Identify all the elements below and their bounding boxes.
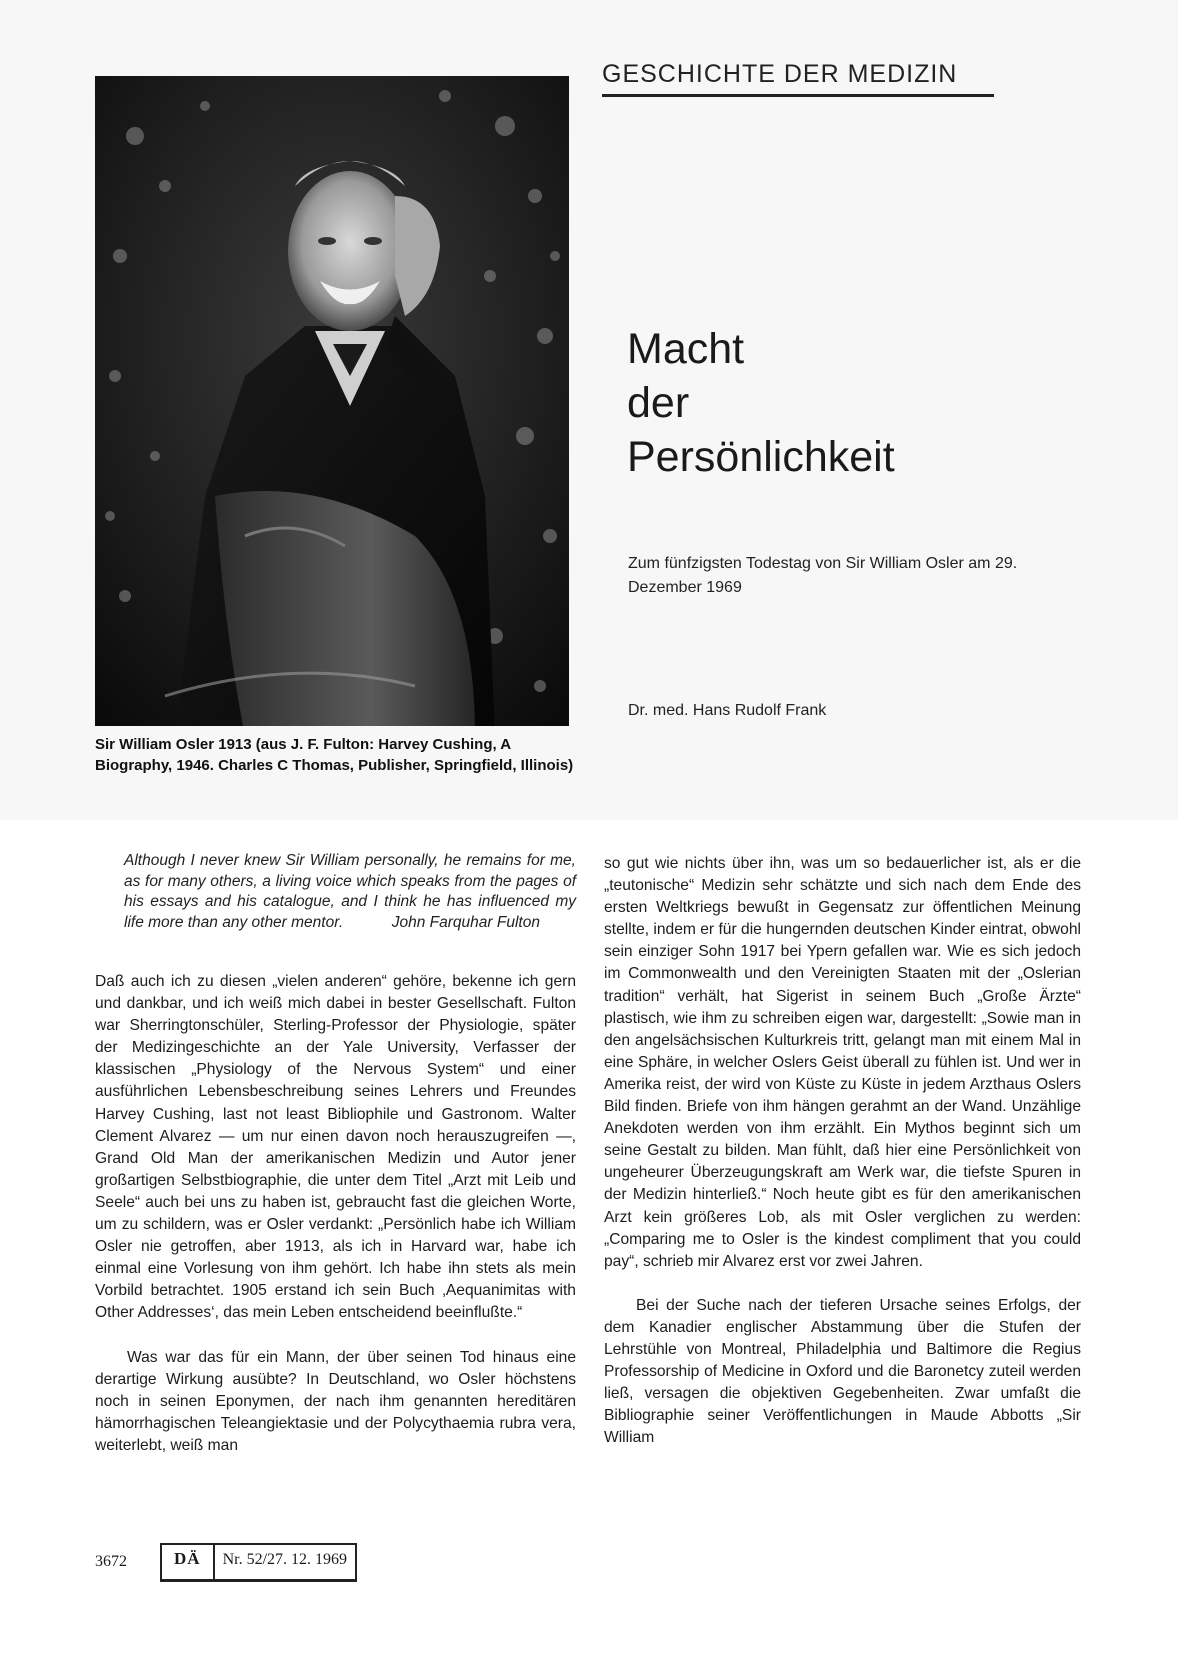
article-title-line: der [627,379,690,427]
portrait-photo [95,76,569,726]
body-paragraph: Bei der Suche nach der tieferen Ursache seines Erfolgs, der dem Kanadier englischer Abstammung über die Stufen der Lehrstühle von Montreal, Philadelphia und Baltimore die Regius Professorship of Medicine in Oxford und die Baronetcy zuteil werden ließ, versagen die objektiven Gegebenheiten. Zwar umfaßt die Bibliographie seiner Veröffentlichungen in Maude Abbotts „Sir William [604,1296,1081,1447]
article-title [627,322,895,484]
epigraph-attribution: John Farquhar Fulton [391,913,540,931]
epigraph-text: Although I never knew Sir William personally, he remains for me, as for many others, a living voice which speaks from the pages of his essays and his catalogue, and I think he has influenced my life more than any other mentor. [124,852,576,931]
article-author: Dr. med. Hans Rudolf Frank [628,702,827,719]
journal-issue: Nr. 52/27. 12. 1969 [222,1550,348,1568]
body-column-right [604,853,1081,1449]
journal-reference [160,1543,357,1582]
journal-logo: DÄ [162,1545,215,1579]
article-title-line: Persönlichkeit [627,433,895,481]
body-column-left [95,971,576,1457]
photo-caption: Sir William Osler 1913 (aus J. F. Fulton: Harvey Cushing, A Biography, 1946. Charles C Thomas, Publisher, Springfield, Illinois) [95,736,574,774]
section-rule [602,94,994,97]
section-heading: GESCHICHTE DER MEDIZIN [602,60,958,88]
epigraph [124,851,576,933]
body-paragraph: so gut wie nichts über ihn, was um so bedauerlicher ist, als er die „teutonische“ Medizin sehr schätzte und sich nach dem Ende des ersten Weltkriegs bewußt in Gegensatz zur öffentlichen Meinung stellte, indem er für die hungernden deutschen Kinder eintrat, obwohl sein einziger Sohn 1917 bei Ypern gefallen war. Wie es sich jedoch im Commonwealth und den Vereinigten Staaten mit der „Oslerian tradition“ verhält, hat Sigerist in seinem Buch „Große Ärzte“ plastisch, wie ihm zu schreiben eigen war, dargestellt: „Sowie man in den angelsächsischen Kulturkreis tritt, gelangt man mit einem Mal in eine Sphäre, in welcher Oslers Geist überall zu fühlen ist. Und wer in Amerika reist, der wird von Küste zu Küste in jedem Arzthaus Oslers Bild finden. Briefe von ihm hängen gerahmt an der Wand. Unzählige Anekdoten werden von ihm erzählt. Ein Mythos beginnt sich um seine Gestalt zu bilden. Man fühlt, daß hier eine Persönlichkeit von ungeheurer Überzeugungskraft am Werk war, die tiefste Spuren in der Medizin hinterließ.“ Noch heute gibt es für den amerikanischen Arzt kein größeres Lob, als mit Osler verglichen zu werden: „Comparing me to Osler is the kindest compliment that you could pay“, schrieb mir Alvarez erst vor zwei Jahren. [604,855,1081,1270]
article-subtitle: Zum fünfzigsten Todestag von Sir William Osler am 29. Dezember 1969 [628,555,1018,596]
page-number: 3672 [95,1553,127,1570]
portrait-photo-drawing [95,76,569,726]
body-paragraph: Was war das für ein Mann, der über seinen Tod hinaus eine derartige Wirkung ausübte? In Deutschland, wo Osler höchstens noch in seinen Eponymen, der nach ihm genannten hereditären hämorrhagischen Teleangiektasie und der Polycythaemia rubra vera, weiterlebt, weiß man [95,1348,576,1454]
page-footer [95,1542,357,1582]
article-title-line: Macht [627,325,745,373]
body-paragraph: Daß auch ich zu diesen „vielen anderen“ gehöre, bekenne ich gern und dankbar, und ich weiß mich dabei in bester Gesellschaft. Fulton war Sherringtonschüler, Sterling-Professor der Physiologie, später der Medizingeschichte an der Yale University, Verfasser der klassischen „Physiology of the Nervous System“ und einer ausführlichen Lebensbeschreibung seines Lehrers und Freundes Harvey Cushing, last not least Bibliophile und Gastronom. Walter Clement Alvarez — um nur einen davon noch herauszugreifen —, Grand Old Man der amerikanischen Medizin und Autor jener großartigen Selbstbiographie, die unter dem Titel „Arzt mit Leib und Seele“ auch bei uns zu haben ist, gebraucht fast die gleichen Worte, um zu schildern, was er Osler verdankt: „Persönlich habe ich William Osler nie getroffen, aber 1913, als ich in Harvard war, habe ich einmal eine Vorlesung von ihm gehört. Ich habe ihn stets als mein Vorbild betrachtet. 1905 erstand ich sein Buch ‚Aequanimitas with Other Addresses‘, das mein Leben entscheidend beeinflußte.“ [95,973,576,1322]
